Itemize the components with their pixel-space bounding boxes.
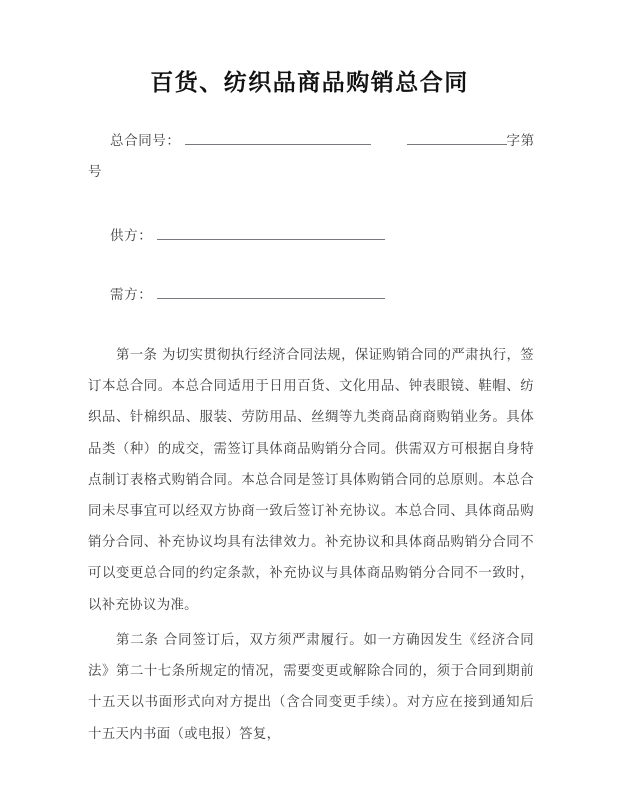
supplier-input-rule[interactable] xyxy=(157,226,385,240)
article-2-paragraph: 第二条 合同签订后，双方须严肃履行。如一方确因发生《经济合同法》第二十七条所规定的情况，需要变更或解除合同的，须于合同到期前十五天以书面形式向对方提出（含合同变更手续）。对方应在接到通知后十五天内书面（或电报）答复， xyxy=(88,633,534,742)
buyer-row xyxy=(110,285,385,305)
contract-number-continuation-label: 号 xyxy=(88,164,103,180)
contract-number-input-rule[interactable] xyxy=(185,131,371,145)
supplier-label: 供方： xyxy=(110,228,153,244)
contract-number-label: 总合同号： xyxy=(110,133,181,149)
contract-number-second-input-rule[interactable] xyxy=(407,131,507,145)
page-title: 百货、纺织品商品购销总合同 xyxy=(150,70,469,96)
contract-number-continuation-row xyxy=(88,162,102,182)
article-1-paragraph: 第一条 为切实贯彻执行经济合同法规，保证购销合同的严肃执行，签订本总合同。本总合同适用于日用百货、文化用品、钟表眼镜、鞋帽、纺织品、针棉织品、服装、劳防用品、丝绸等九类商品商商购销业务。具体品类（种）的成交，需签订具体商品购销分合同。供需双方可根据自身特点制订表格式购销合同。本总合同是签订具体购销合同的总原则。本总合同未尽事宜可以经双方协商一致后签订补充协议。本总合同、具体商品购销分合同、补充协议均具有法律效力。补充协议和具体商品购销分合同不可以变更总合同的约定条款，补充协议与具体商品购销分合同不一致时，以补充协议为准。 xyxy=(88,348,534,613)
buyer-label: 需方： xyxy=(110,287,153,303)
contract-number-suffix-label: 字第 xyxy=(506,133,535,149)
supplier-row xyxy=(110,226,385,246)
contract-number-row xyxy=(110,131,535,151)
buyer-input-rule[interactable] xyxy=(157,285,385,299)
